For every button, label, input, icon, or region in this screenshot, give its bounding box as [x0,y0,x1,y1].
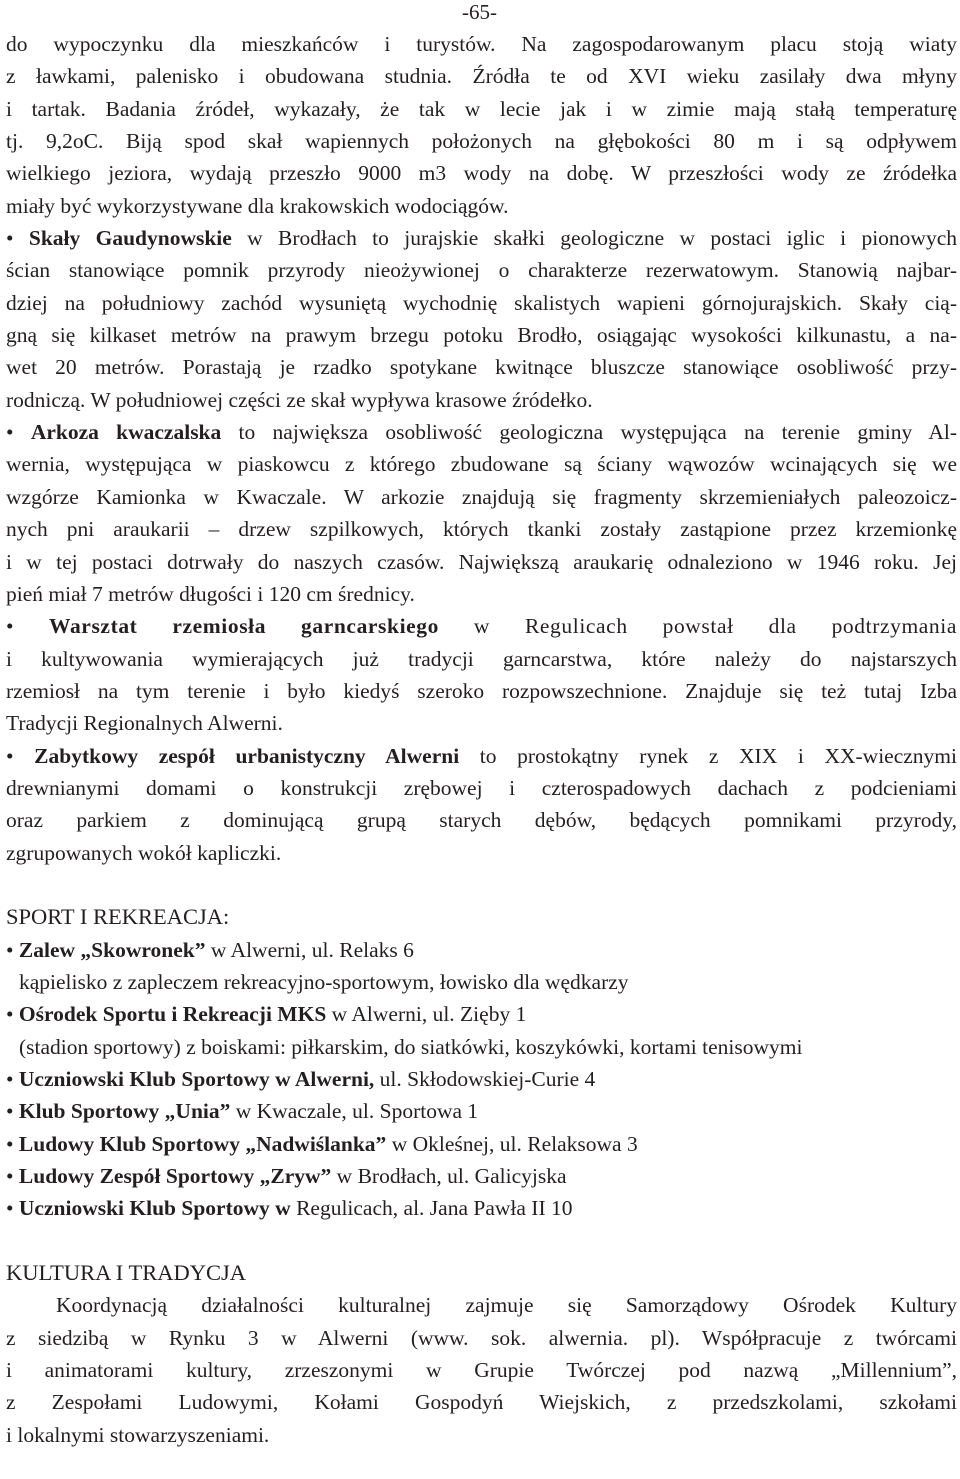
sport-item-name: Uczniowski Klub Sportowy w Alwerni, [18,1067,375,1091]
text-line: Tradycji Regionalnych Alwerni. [6,711,283,736]
sport-item-description: kąpielisko z zapleczem rekreacyjno-sportowym, łowisko dla wędkarzy [19,969,629,994]
page-content [6,28,957,1451]
text-line: z ławkami, palenisko i obudowana studnia. Źródła te od XVI wieku zasilały dwa młyny [6,64,957,89]
bullet-icon: • [6,420,31,445]
text-line: i kultywowania wymierających już tradycji garncarstwa, które należy do najstarszych [6,646,957,671]
sport-item-address: Regulicach, al. Jana Pawła II 10 [290,1196,573,1221]
bullet-icon: • [6,614,50,639]
bullet-icon: • [6,1164,19,1189]
text-line: rodniczą. W południowej części ze skał wypływa krasowe źródełko. [6,387,593,412]
text-line: oraz parkiem z dominującą grupą starych dębów, będących pomnikami przyrody, [6,808,957,833]
sport-item-description: (stadion sportowy) z boiskami: piłkarskim, do siatkówki, koszykówki, kortami tenisowymi [19,1034,803,1059]
sport-item-name: Klub Sportowy „Unia” [18,1099,231,1124]
bullet-line [6,222,957,254]
sport-item-address: w Alwerni, ul. Zięby 1 [326,1002,527,1027]
text-line: ścian stanowiące pomnik przyrody nieożywionej o charakterze rezerwatowym. Stanowią najbar- [6,258,957,283]
sport-item [6,1160,957,1192]
text-line: pień miał 7 metrów długości i 120 cm średnicy. [6,581,415,606]
text-line: tj. 9,2oC. Biją spod skał wapiennych położonych na głębokości 80 m i są odpływem [6,129,957,154]
section-title: Warsztat rzemiosła garncarskiego [49,614,439,639]
sport-item [6,1095,957,1127]
spacer [6,869,957,901]
page-number: -65- [462,0,497,24]
intro-paragraph [6,28,957,222]
section-heading: SPORT I REKREACJA: [6,904,230,930]
section-heading: KULTURA I TRADYCJA [6,1260,247,1286]
sport-item [6,1063,957,1095]
bullet-icon: • [6,226,29,251]
section-arkoza-kwaczalska [6,416,957,610]
section-kultura [6,1257,957,1451]
section-warsztat [6,610,957,739]
section-title: Skały Gaudynowskie [28,226,232,251]
spacer [6,1225,957,1257]
bullet-line [6,740,957,772]
text-line: zgrupowanych wokół kapliczki. [6,840,282,865]
sport-item-address: w Okleśnej, ul. Relaksowa 3 [386,1131,638,1156]
sport-item-address: ul. Skłodowskiej-Curie 4 [374,1067,596,1091]
text-line: z Zespołami Ludowymi, Kołami Gospodyń Wiejskich, z przedszkolami, szkołami [6,1390,957,1415]
sport-item-address: w Kwaczale, ul. Sportowa 1 [230,1099,479,1124]
sport-item [6,934,957,966]
text-fragment: w Brodłach to jurajskie skałki geologiczne w postaci iglic i pionowych [231,226,957,251]
sport-item-address: w Alwerni, ul. Relaks 6 [205,937,414,962]
sport-item [6,1128,957,1160]
section-title: Arkoza kwaczalska [30,420,222,445]
bullet-icon: • [6,743,35,768]
text-line: i lokalnymi stowarzyszeniami. [6,1422,270,1447]
text-line: miały być wykorzystywane dla krakowskich wodociągów. [6,193,509,218]
sport-item [6,1192,957,1224]
sport-item-name: Ludowy Klub Sportowy „Nadwiślanka” [18,1131,387,1156]
text-line: do wypoczynku dla mieszkańców i turystów. Na zagospodarowanym placu stoją wiaty [6,32,957,56]
text-fragment: w Regulicach powstał dla podtrzymania [439,614,957,639]
sport-item-name: Uczniowski Klub Sportowy w [18,1196,291,1221]
bullet-icon: • [6,1067,19,1091]
section-sport [6,901,957,1224]
text-line: wielkiego jeziora, wydają przeszło 9000 m3 wody na dobę. W przeszłości wody ze źródełka [6,161,957,186]
sport-item-name: Ludowy Zespół Sportowy „Zryw” [18,1164,332,1189]
text-line: wzgórze Kamionka w Kwaczale. W arkozie znajdują się fragmenty skrzemieniałych paleozoicz- [6,484,957,509]
text-line: nych pni araukarii – drzew szpilkowych, których tkanki zostały zastąpione przez krzemionkę [6,517,957,542]
section-title: Zabytkowy zespół urbanistyczny Alwerni [34,743,460,768]
bullet-icon: • [6,1099,19,1124]
bullet-line [6,610,957,642]
section-skaly-gaudynowskie [6,222,957,416]
text-fragment: to największa osobliwość geologiczna występująca na terenie gminy Al- [221,420,958,445]
bullet-icon: • [6,937,19,962]
text-line: gną się kilkaset metrów na prawym brzegu potoku Brodło, osiągając wysokości kilkunastu, a na- [6,323,957,348]
text-line: Koordynacją działalności kulturalnej zajmuje się Samorządowy Ośrodek Kultury [56,1293,957,1318]
text-line: i tartak. Badania źródeł, wykazały, że tak w lecie jak i w zimie mają stałą temperaturę [6,96,957,121]
text-line: dziej na południowy zachód wysuniętą wychodnię skalistych wapieni górnojurajskich. Skały cią- [6,290,957,315]
text-line: rzemiosł na tym terenie i było kiedyś szeroko rozpowszechnione. Znajduje się też tutaj Izba [6,678,957,703]
text-fragment: to prostokątny rynek z XIX i XX-wiecznymi [459,743,957,768]
text-line: wernia, występująca w piaskowcu z którego zbudowane są ściany wąwozów wcinających się we [6,452,957,477]
text-line: i w tej postaci dotrwały do naszych czasów. Największą araukarię odnaleziono w 1946 roku. Jej [6,549,957,574]
sport-item-name: Zalew „Skowronek” [18,937,206,962]
text-line: drewnianymi domami o konstrukcji zrębowej i czterospadowych dachach z podcieniami [6,775,957,800]
sport-item [6,998,957,1030]
sport-item-address: w Brodłach, ul. Galicyjska [331,1164,567,1189]
text-line: wet 20 metrów. Porastają je rzadko spotykane kwitnące bluszcze stanowiące osobliwość przy- [6,355,957,380]
text-line: i animatorami kultury, zrzeszonymi w Grupie Twórczej pod nazwą „Millennium”, [6,1358,957,1383]
bullet-icon: • [6,1002,19,1027]
bullet-icon: • [6,1131,19,1156]
sport-item-name: Ośrodek Sportu i Rekreacji MKS [18,1002,327,1027]
section-zabytkowy-zespol [6,740,957,869]
text-line: z siedzibą w Rynku 3 w Alwerni (www. sok. alwernia. pl). Współpracuje z twórcami [6,1325,957,1350]
bullet-line [6,416,957,448]
bullet-icon: • [6,1196,19,1221]
